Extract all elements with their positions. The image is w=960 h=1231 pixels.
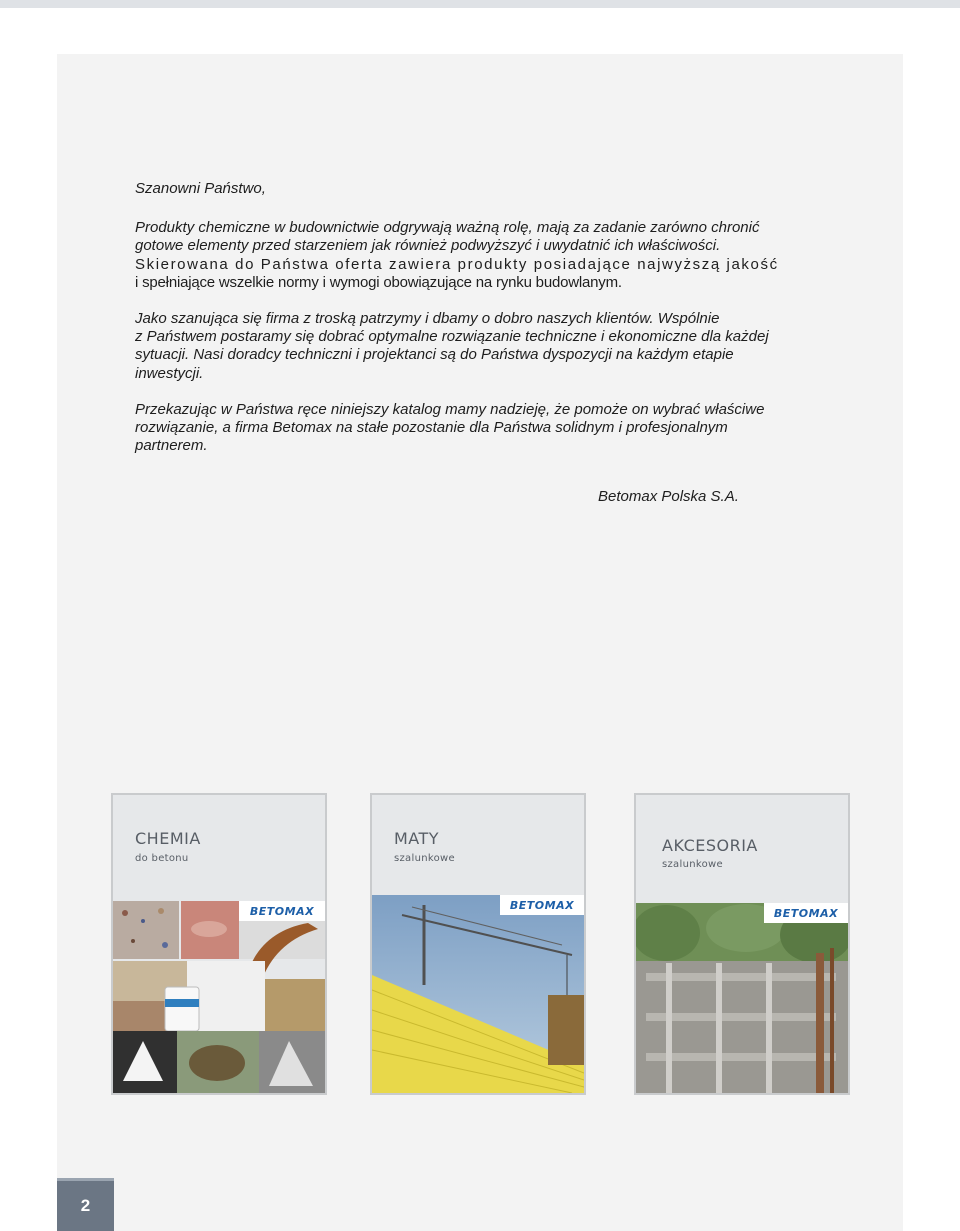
- paragraph-line: i spełniające wszelkie normy i wymogi obowiązujące na rynku budowlanym.: [135, 273, 622, 291]
- akcesoria-site-photo: [636, 903, 848, 1093]
- letter-greeting: Szanowni Państwo,: [135, 180, 266, 197]
- catalog-title: MATY: [394, 829, 440, 848]
- letter-signature: Betomax Polska S.A.: [598, 488, 739, 505]
- catalog-subtitle: do betonu: [135, 853, 189, 864]
- paragraph-line: Produkty chemiczne w budownictwie odgrywają ważną rolę, mają za zadanie zarówno chronić: [135, 219, 760, 237]
- paragraph-line: Przekazując w Państwa ręce niniejszy katalog mamy nadzieję, że pomoże on wybrać właściwe: [135, 400, 765, 418]
- paragraph-line: rozwiązanie, a firma Betomax na stałe pozostanie dla Państwa solidnym i profesjonalnym: [135, 419, 728, 437]
- catalog-subtitle: szalunkowe: [662, 859, 723, 870]
- catalog-cover-maty: [370, 793, 586, 1095]
- betomax-logo: BETOMAX: [764, 903, 848, 923]
- letter-paragraph-2: [135, 310, 826, 383]
- paragraph-line: Skierowana do Państwa oferta zawiera produkty posiadające najwyższą jakość: [135, 255, 779, 273]
- catalog-cover-chemia: [111, 793, 327, 1095]
- chemia-photo-collage: [113, 901, 325, 1093]
- catalog-title: CHEMIA: [135, 829, 201, 848]
- letter-paragraph-1: [135, 219, 826, 292]
- betomax-logo: BETOMAX: [239, 901, 325, 921]
- paragraph-line: inwestycji.: [135, 364, 204, 382]
- letter-body: [135, 180, 826, 473]
- letter-paragraph-3: [135, 401, 826, 456]
- page-number: 2: [57, 1178, 114, 1231]
- top-strip: [0, 0, 960, 8]
- maty-construction-photo: [372, 895, 584, 1093]
- catalog-cover-akcesoria: [634, 793, 850, 1095]
- paragraph-line: z Państwem postaramy się dobrać optymalne rozwiązanie techniczne i ekonomiczne dla każdej: [135, 328, 769, 346]
- paragraph-line: Jako szanująca się firma z troską patrzymy i dbamy o dobro naszych klientów. Wspólnie: [135, 310, 720, 328]
- catalog-subtitle: szalunkowe: [394, 853, 455, 864]
- betomax-logo: BETOMAX: [500, 895, 584, 915]
- paragraph-line: partnerem.: [135, 437, 208, 455]
- catalog-title: AKCESORIA: [662, 836, 758, 855]
- paragraph-line: gotowe elementy przed starzeniem jak również podwyższyć i uwydatnić ich właściwości.: [135, 237, 721, 255]
- paragraph-line: sytuacji. Nasi doradcy techniczni i projektanci są do Państwa dyspozycji na każdym etapie: [135, 346, 734, 364]
